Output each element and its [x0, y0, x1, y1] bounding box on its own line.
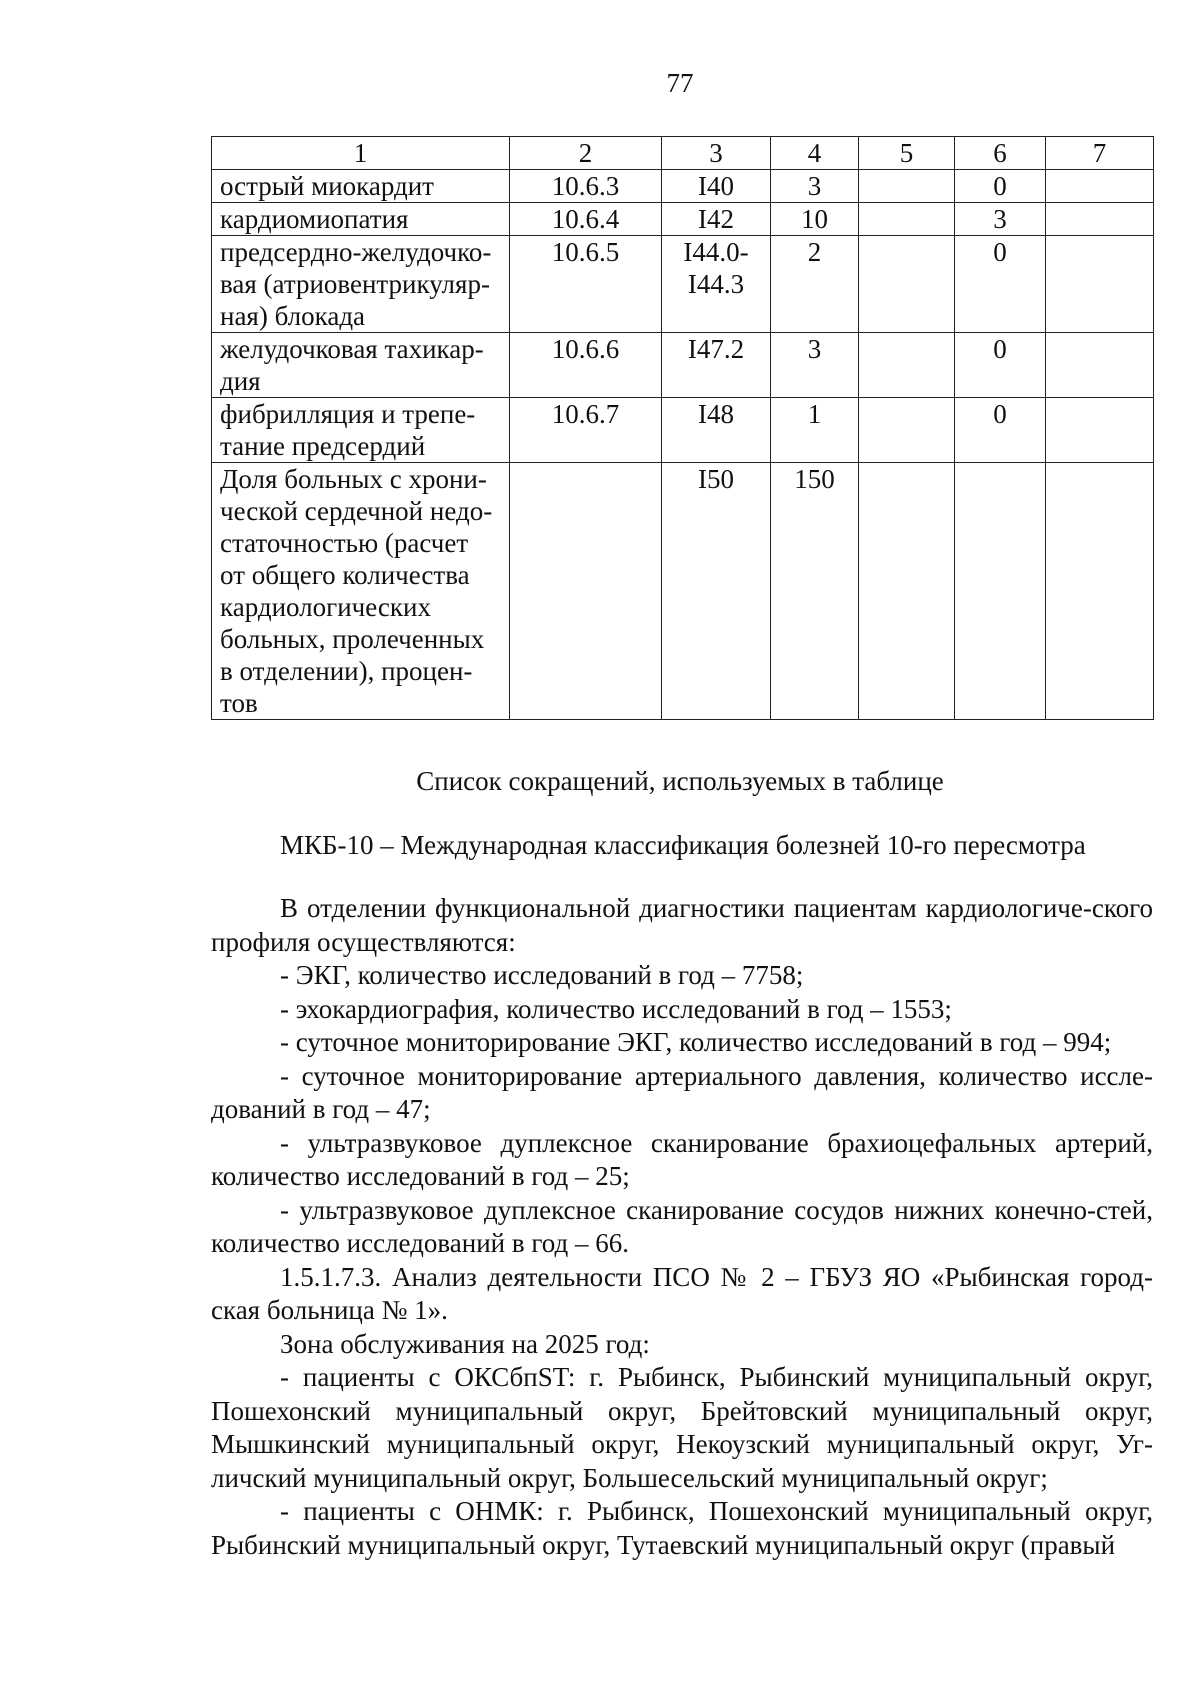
table-cell	[859, 398, 955, 463]
table-row	[212, 398, 1154, 463]
row-name-cell: желудочковая тахикар- дия	[212, 333, 510, 398]
list-item: - эхокардиография, количество исследований в год – 1553;	[280, 993, 952, 1024]
table-cell: 10.6.5	[510, 236, 662, 333]
table-cell	[1046, 170, 1154, 203]
table-cell	[859, 203, 955, 236]
list-item: - ультразвуковое дуплексное сканирование брахиоцефальных артерий, количество исследований в год – 25;	[211, 1127, 1153, 1191]
table-cell: 3	[955, 203, 1046, 236]
table-cell	[1046, 333, 1154, 398]
list-item: - суточное мониторирование артериального давления, количество иссле-дований в год – 47;	[211, 1060, 1153, 1124]
table-cell: I50	[662, 463, 771, 720]
row-name-cell: кардиомиопатия	[212, 203, 510, 236]
table-cell: 10.6.6	[510, 333, 662, 398]
abbreviations-title: Список сокращений, используемых в таблице	[416, 766, 944, 796]
column-header: 1	[212, 137, 510, 170]
table-cell	[955, 463, 1046, 720]
statistics-table	[211, 136, 1154, 720]
abbreviation-entry: МКБ-10 – Международная классификация болезней 10-го пересмотра	[280, 830, 1086, 860]
table-cell	[859, 170, 955, 203]
table-cell	[859, 333, 955, 398]
intro-paragraph: В отделении функциональной диагностики пациентам кардиологиче-ского профиля осуществляются:	[211, 893, 1153, 957]
zone-title: Зона обслуживания на 2025 год:	[280, 1328, 650, 1359]
body-text	[211, 892, 1153, 1562]
table-cell: 150	[771, 463, 859, 720]
list-item: - пациенты с ОКСбпST: г. Рыбинск, Рыбинский муниципальный округ, Пошехонский муниципальный округ, Брейтовский муниципальный округ, Мышкинский муниципальный округ, Некоузский муниципальный округ, Уг-личский муниципальный округ, Большесельский муниципальный округ;	[211, 1362, 1153, 1493]
table-cell: 2	[771, 236, 859, 333]
column-header: 2	[510, 137, 662, 170]
table-cell: I40	[662, 170, 771, 203]
column-header: 5	[859, 137, 955, 170]
table-cell	[859, 463, 955, 720]
table-cell: 10.6.3	[510, 170, 662, 203]
table-cell: 3	[771, 333, 859, 398]
table-cell	[1046, 463, 1154, 720]
table-cell	[1046, 203, 1154, 236]
list-item: - ЭКГ, количество исследований в год – 7758;	[280, 960, 804, 990]
table-row	[212, 333, 1154, 398]
list-item: - ультразвуковое дуплексное сканирование сосудов нижних конечно-стей, количество исследований в год – 66.	[211, 1194, 1153, 1258]
column-header: 6	[955, 137, 1046, 170]
list-item: - суточное мониторирование ЭКГ, количество исследований в год – 994;	[280, 1027, 1112, 1057]
list-item: - пациенты с ОНМК: г. Рыбинск, Пошехонский муниципальный округ, Рыбинский муниципальный округ, Тутаевский муниципальный округ (правый	[211, 1496, 1153, 1560]
table-cell: I47.2	[662, 333, 771, 398]
table-cell: 3	[771, 170, 859, 203]
table-cell: 0	[955, 398, 1046, 463]
row-name-cell: острый миокардит	[212, 170, 510, 203]
table-cell	[510, 463, 662, 720]
row-name-cell: Доля больных с хрони- ческой сердечной недо- статочностью (расчет от общего количества кардиологических больных, пролеченных в отделении), процен- тов	[212, 463, 510, 720]
table-row	[212, 170, 1154, 203]
table-row	[212, 236, 1154, 333]
table-cell	[859, 236, 955, 333]
table-row	[212, 203, 1154, 236]
table-cell: 1	[771, 398, 859, 463]
table-cell: 0	[955, 333, 1046, 398]
page-number: 77	[666, 68, 694, 98]
row-name-cell: фибрилляция и трепе- тание предсердий	[212, 398, 510, 463]
table-cell	[1046, 236, 1154, 333]
column-header: 3	[662, 137, 771, 170]
table-cell: 0	[955, 170, 1046, 203]
table-cell: I48	[662, 398, 771, 463]
column-header: 4	[771, 137, 859, 170]
table-cell: I42	[662, 203, 771, 236]
section-heading: 1.5.1.7.3. Анализ деятельности ПСО № 2 – ГБУЗ ЯО «Рыбинская город-ская больница № 1».	[211, 1261, 1153, 1325]
table-cell: 0	[955, 236, 1046, 333]
table-row	[212, 463, 1154, 720]
row-name-cell: предсердно-желудочко- вая (атриовентрикуляр- ная) блокада	[212, 236, 510, 333]
table-cell: 10.6.7	[510, 398, 662, 463]
table-header-row	[212, 137, 1154, 170]
table-cell: 10	[771, 203, 859, 236]
table-cell	[1046, 398, 1154, 463]
column-header: 7	[1046, 137, 1154, 170]
table-cell: I44.0- I44.3	[662, 236, 771, 333]
table-cell: 10.6.4	[510, 203, 662, 236]
